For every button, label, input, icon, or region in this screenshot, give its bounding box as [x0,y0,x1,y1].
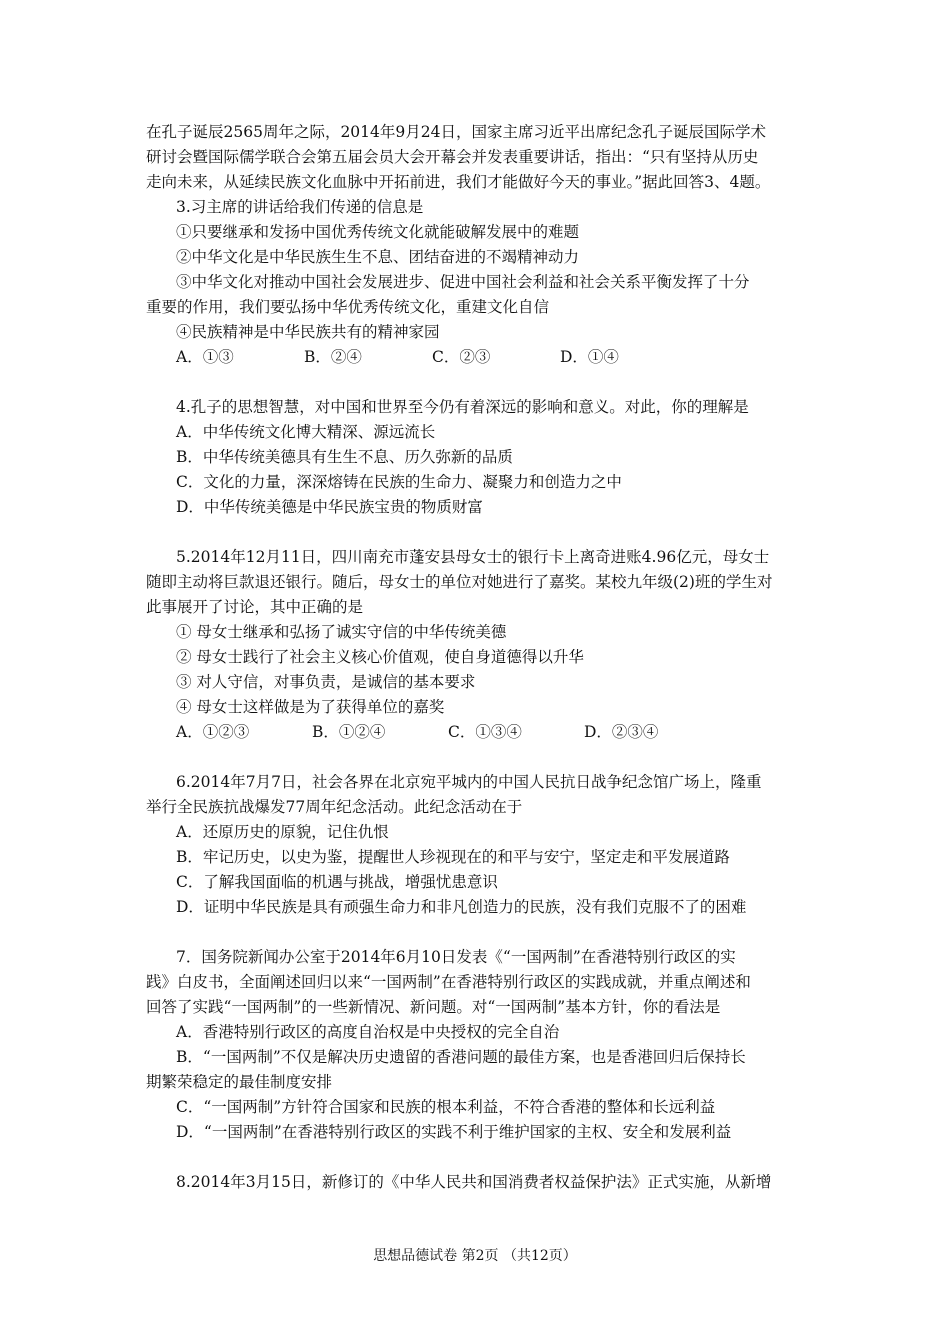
answer-options [146,720,814,745]
choice-item: ③ 对人守信，对事负责，是诚信的基本要求 [176,673,476,691]
choice-item: ④民族精神是中华民族共有的精神家园 [176,323,440,341]
answer-option: C．②③ [432,348,491,366]
choice-item: ① 母女士继承和弘扬了诚实守信的中华传统美德 [176,623,507,641]
answer-option: A．①③ [176,348,234,366]
question-stem: 8.2014年3月15日，新修订的《中华人民共和国消费者权益保护法》正式实施，从新增 [176,1173,772,1191]
answer-option: C．文化的力量，深深熔铸在民族的生命力、凝聚力和创造力之中 [176,473,622,491]
question-5 [146,545,814,745]
intro-line: 走向未来，从延续民族文化血脉中开拓前进，我们才能做好今天的事业。”据此回答3、4题。 [146,173,771,191]
page-footer: 思想品德试卷 第2页 （共12页） [373,1248,577,1264]
answer-option: C．“一国两制”方针符合国家和民族的根本利益，不符合香港的整体和长远利益 [176,1098,716,1116]
answer-option: D．①④ [560,348,619,366]
choice-item: ③中华文化对推动中国社会发展进步、促进中国社会利益和社会关系平衡发挥了十分 [176,273,750,291]
intro-paragraph [146,120,814,195]
intro-line: 研讨会暨国际儒学联合会第五届会员大会开幕会并发表重要讲话，指出：“只有坚持从历史 [146,148,759,166]
question-stem: 4.孔子的思想智慧，对中国和世界至今仍有着深远的影响和意义。对此，你的理解是 [176,398,749,416]
question-stem: 此事展开了讨论，其中正确的是 [146,598,364,616]
answer-option: A．①②③ [176,723,250,741]
answer-option: D．证明中华民族是具有顽强生命力和非凡创造力的民族，没有我们克服不了的困难 [176,898,747,916]
question-8 [146,1170,814,1195]
answer-option: D．“一国两制”在香港特别行政区的实践不利于维护国家的主权、安全和发展利益 [176,1123,732,1141]
answer-option: B．“一国两制”不仅是解决历史遗留的香港问题的最佳方案，也是香港回归后保持长 [176,1048,746,1066]
answer-option: D．②③④ [584,723,659,741]
question-4 [146,395,814,520]
answer-option: D．中华传统美德是中华民族宝贵的物质财富 [176,498,483,516]
question-stem: 3.习主席的讲话给我们传递的信息是 [176,198,424,216]
question-stem: 回答了实践“一国两制”的一些新情况、新问题。对“一国两制”基本方针，你的看法是 [146,998,721,1016]
answer-option-continued: 期繁荣稳定的最佳制度安排 [146,1073,333,1091]
page-content [146,120,814,1195]
question-stem: 5.2014年12月11日，四川南充市蓬安县母女士的银行卡上离奇进账4.96亿元，母女士 [176,548,770,566]
choice-item-continued: 重要的作用，我们要弘扬中华优秀传统文化，重建文化自信 [146,298,550,316]
choice-item: ②中华文化是中华民族生生不息、团结奋进的不竭精神动力 [176,248,580,266]
question-stem: 7．国务院新闻办公室于2014年6月10日发表《“一国两制”在香港特别行政区的实 [176,948,736,966]
intro-line: 在孔子诞辰2565周年之际，2014年9月24日，国家主席习近平出席纪念孔子诞辰国际学术 [146,123,766,141]
choice-item: ② 母女士践行了社会主义核心价值观，使自身道德得以升华 [176,648,584,666]
question-3 [146,195,814,370]
answer-option: B．牢记历史，以史为鉴，提醒世人珍视现在的和平与安宁，坚定走和平发展道路 [176,848,730,866]
answer-option: A．还原历史的原貌，记住仇恨 [176,823,389,841]
question-6 [146,770,814,920]
question-stem: 举行全民族抗战爆发77周年纪念活动。此纪念活动在于 [146,798,523,816]
answer-option: A．香港特别行政区的高度自治权是中央授权的完全自治 [176,1023,560,1041]
question-7 [146,945,814,1145]
question-stem: 践》白皮书，全面阐述回归以来“一国两制”在香港特别行政区的实践成就，并重点阐述和 [146,973,751,991]
answer-options [146,345,814,370]
choice-item: ①只要继承和发扬中国优秀传统文化就能破解发展中的难题 [176,223,580,241]
question-stem: 6.2014年7月7日，社会各界在北京宛平城内的中国人民抗日战争纪念馆广场上，隆重 [176,773,762,791]
choice-item: ④ 母女士这样做是为了获得单位的嘉奖 [176,698,445,716]
answer-option: B．中华传统美德具有生生不息、历久弥新的品质 [176,448,513,466]
question-stem: 随即主动将巨款退还银行。随后，母女士的单位对她进行了嘉奖。某校九年级(2)班的学生对 [146,573,773,591]
answer-option: B．②④ [304,348,362,366]
answer-option: B．①②④ [312,723,386,741]
answer-option: C．了解我国面临的机遇与挑战，增强忧患意识 [176,873,498,891]
answer-option: C．①③④ [448,723,522,741]
answer-option: A．中华传统文化博大精深、源远流长 [176,423,436,441]
